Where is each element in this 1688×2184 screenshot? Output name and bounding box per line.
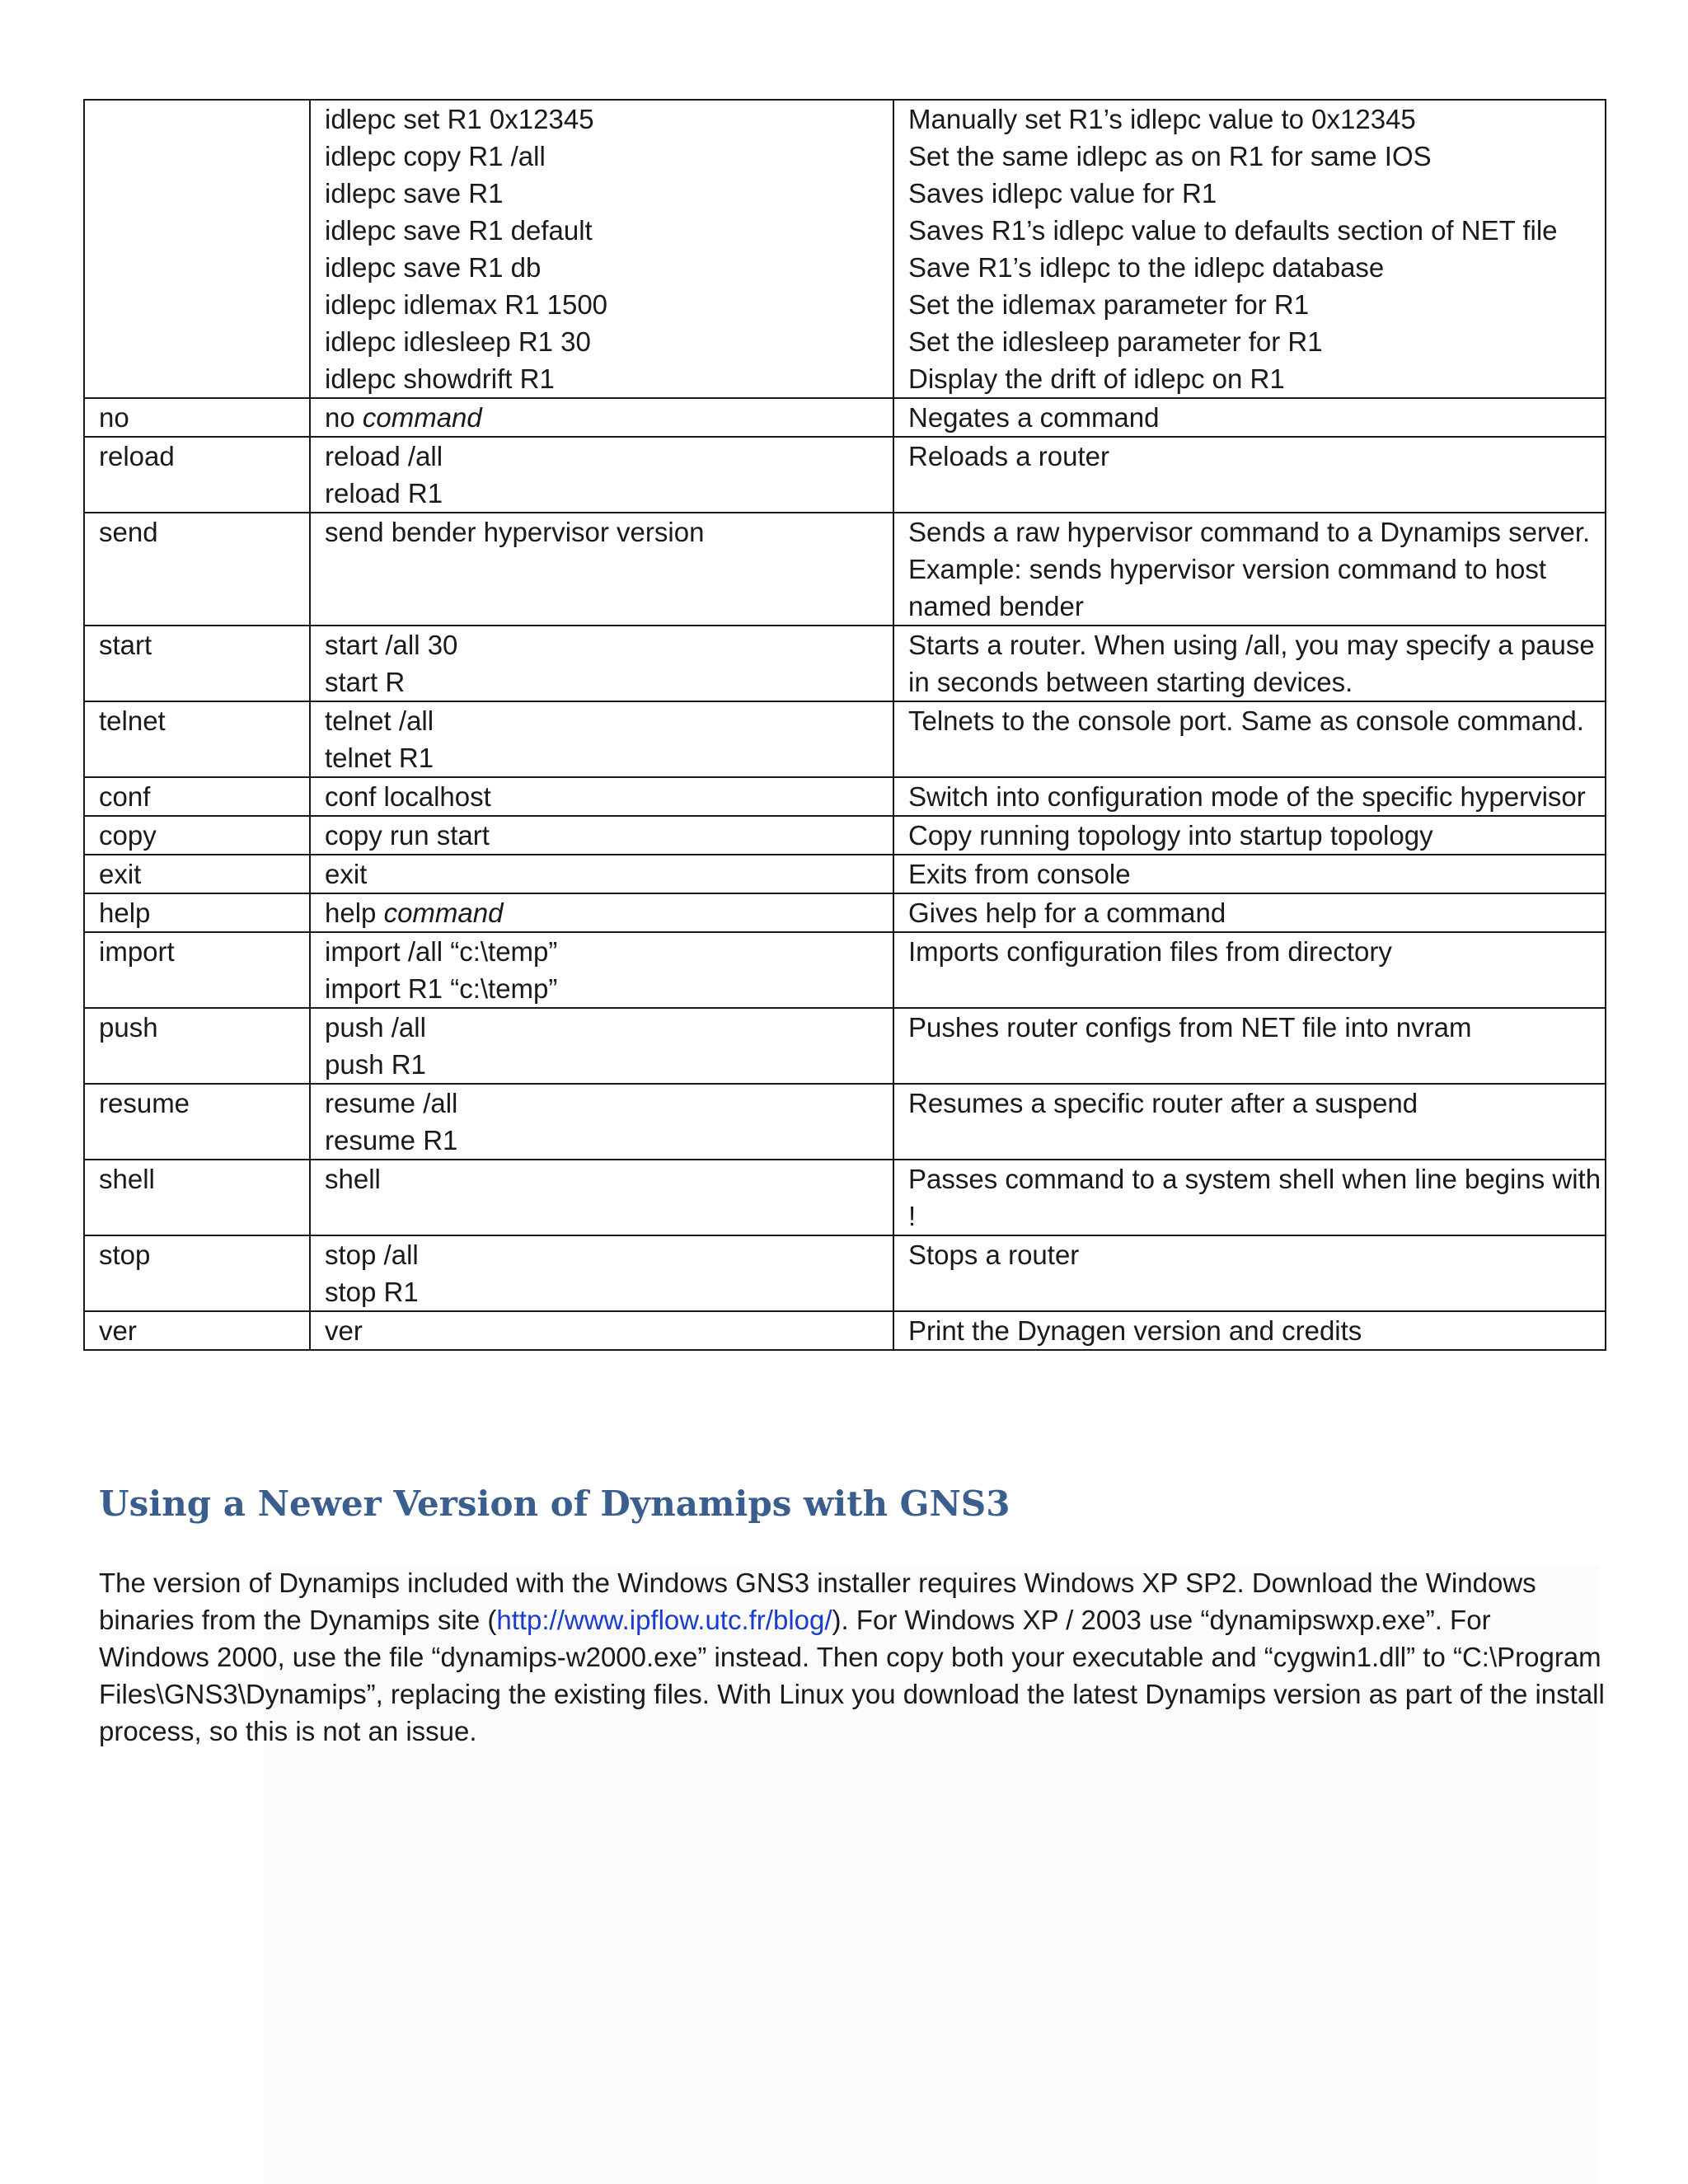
table-row: [84, 1235, 1606, 1311]
example-cell: [310, 816, 893, 855]
table-row: [84, 100, 1606, 398]
command-cell: send: [84, 513, 310, 626]
body-text-part-2: ). For Windows XP / 2003 use “dynamipswxp.exe”. For Windows 2000, use the file “dynamips-w2000.exe” instead. Then copy both your executable and “cygwin1.dll” to “C:\Program Files\GNS3\Dynamips”, replacing the existing files. With Linux you download the latest Dynamips version as part of the install process, so this is not an issue.: [99, 1605, 1605, 1746]
example-cell: [310, 1084, 893, 1160]
description-line: Imports configuration files from directory: [908, 936, 1392, 967]
example-line: start R: [325, 667, 406, 697]
dynamips-site-link[interactable]: http://www.ipflow.utc.fr/blog/: [496, 1605, 832, 1635]
command-cell: stop: [84, 1235, 310, 1311]
example-placeholder: command: [383, 898, 504, 928]
description-cell: [893, 398, 1606, 437]
example-line: [325, 399, 893, 436]
example-line: exit: [325, 859, 368, 889]
example-line: ver: [325, 1315, 363, 1346]
description-cell: [893, 816, 1606, 855]
command-cell: no: [84, 398, 310, 437]
description-line: Saves idlepc value for R1: [908, 178, 1217, 209]
description-line: Switch into configuration mode of the specific hypervisor: [908, 781, 1586, 812]
example-cell: [310, 398, 893, 437]
description-cell: [893, 100, 1606, 398]
description-line: Pushes router configs from NET file into nvram: [908, 1012, 1472, 1043]
command-table-body: [84, 100, 1606, 1350]
description-line: Gives help for a command: [908, 898, 1226, 928]
description-cell: [893, 1008, 1606, 1084]
table-row: [84, 398, 1606, 437]
description-cell: [893, 1160, 1606, 1235]
table-row: [84, 855, 1606, 893]
description-cell: [893, 437, 1606, 513]
description-line: Starts a router. When using /all, you may specify a pause in seconds between starting devices.: [908, 630, 1595, 697]
description-line: Passes command to a system shell when line begins with !: [908, 1164, 1601, 1231]
example-cell: [310, 701, 893, 777]
command-cell: copy: [84, 816, 310, 855]
table-row: [84, 626, 1606, 701]
example-line: idlepc set R1 0x12345: [325, 104, 594, 134]
description-line: Display the drift of idlepc on R1: [908, 363, 1285, 394]
example-cell: [310, 893, 893, 932]
example-line: copy run start: [325, 820, 490, 851]
example-line: idlepc showdrift R1: [325, 363, 555, 394]
example-line: reload /all: [325, 441, 443, 471]
example-cell: [310, 777, 893, 816]
example-line: idlepc save R1 db: [325, 252, 542, 283]
example-cell: [310, 1235, 893, 1311]
example-placeholder: command: [362, 402, 482, 433]
command-cell: import: [84, 932, 310, 1008]
example-prefix: help: [325, 898, 384, 928]
description-cell: [893, 893, 1606, 932]
command-cell: [84, 100, 310, 398]
description-cell: [893, 777, 1606, 816]
table-row: [84, 513, 1606, 626]
command-cell: start: [84, 626, 310, 701]
example-line: start /all 30: [325, 630, 458, 660]
description-line: Negates a command: [908, 402, 1160, 433]
table-row: [84, 777, 1606, 816]
command-cell: telnet: [84, 701, 310, 777]
command-cell: exit: [84, 855, 310, 893]
command-cell: conf: [84, 777, 310, 816]
example-cell: [310, 1160, 893, 1235]
table-row: [84, 701, 1606, 777]
example-prefix: no: [325, 402, 363, 433]
table-row: [84, 1311, 1606, 1350]
description-line: Set the same idlepc as on R1 for same IOS: [908, 141, 1432, 171]
command-cell: reload: [84, 437, 310, 513]
description-line: Telnets to the console port. Same as console command.: [908, 705, 1584, 736]
example-cell: [310, 513, 893, 626]
example-line: telnet R1: [325, 743, 434, 773]
description-cell: [893, 626, 1606, 701]
table-row: [84, 816, 1606, 855]
example-cell: [310, 100, 893, 398]
command-cell: push: [84, 1008, 310, 1084]
example-cell: [310, 437, 893, 513]
table-row: [84, 437, 1606, 513]
description-line: Copy running topology into startup topology: [908, 820, 1433, 851]
example-line: telnet /all: [325, 705, 434, 736]
example-line: push /all: [325, 1012, 426, 1043]
example-cell: [310, 626, 893, 701]
example-line: idlepc idlemax R1 1500: [325, 289, 608, 320]
command-cell: help: [84, 893, 310, 932]
description-line: Stops a router: [908, 1240, 1080, 1270]
description-cell: [893, 932, 1606, 1008]
example-line: reload R1: [325, 478, 443, 509]
example-line: conf localhost: [325, 781, 491, 812]
section-heading: Using a Newer Version of Dynamips with GNS3: [99, 1483, 1010, 1524]
description-cell: [893, 1311, 1606, 1350]
command-cell: resume: [84, 1084, 310, 1160]
description-line: Manually set R1’s idlepc value to 0x12345: [908, 104, 1416, 134]
description-line: Saves R1’s idlepc value to defaults section of NET file: [908, 215, 1558, 246]
body-paragraph: [99, 1564, 1607, 1750]
example-line: import /all “c:\temp”: [325, 936, 558, 967]
example-line: idlepc save R1: [325, 178, 504, 209]
body-text-part-1: The version of Dynamips included with the Windows GNS3 installer requires Windows XP SP2. Download the Windows binaries from the Dynamips site (: [99, 1568, 1536, 1635]
description-cell: [893, 701, 1606, 777]
description-line: Save R1’s idlepc to the idlepc database: [908, 252, 1385, 283]
example-line: idlepc copy R1 /all: [325, 141, 546, 171]
description-cell: [893, 1084, 1606, 1160]
table-row: [84, 1008, 1606, 1084]
description-line: Print the Dynagen version and credits: [908, 1315, 1362, 1346]
description-cell: [893, 1235, 1606, 1311]
example-cell: [310, 1008, 893, 1084]
example-line: idlepc save R1 default: [325, 215, 593, 246]
example-line: stop /all: [325, 1240, 419, 1270]
example-line: shell: [325, 1164, 381, 1194]
example-line: stop R1: [325, 1277, 419, 1307]
command-cell: ver: [84, 1311, 310, 1350]
description-line: Set the idlemax parameter for R1: [908, 289, 1310, 320]
description-cell: [893, 855, 1606, 893]
description-line: Sends a raw hypervisor command to a Dynamips server. Example: sends hypervisor version command to host named bender: [908, 517, 1591, 621]
table-row: [84, 893, 1606, 932]
table-row: [84, 1160, 1606, 1235]
description-line: Set the idlesleep parameter for R1: [908, 326, 1323, 357]
table-row: [84, 1084, 1606, 1160]
description-line: Exits from console: [908, 859, 1131, 889]
example-cell: [310, 1311, 893, 1350]
description-cell: [893, 513, 1606, 626]
description-line: Resumes a specific router after a suspend: [908, 1088, 1418, 1118]
example-cell: [310, 855, 893, 893]
example-line: [325, 894, 893, 931]
example-line: resume R1: [325, 1125, 458, 1155]
table-row: [84, 932, 1606, 1008]
example-line: send bender hypervisor version: [325, 517, 705, 547]
description-line: Reloads a router: [908, 441, 1109, 471]
example-line: push R1: [325, 1049, 426, 1080]
example-line: idlepc idlesleep R1 30: [325, 326, 591, 357]
example-line: resume /all: [325, 1088, 458, 1118]
example-cell: [310, 932, 893, 1008]
example-line: import R1 “c:\temp”: [325, 973, 558, 1004]
command-table: [83, 99, 1606, 1351]
command-cell: shell: [84, 1160, 310, 1235]
